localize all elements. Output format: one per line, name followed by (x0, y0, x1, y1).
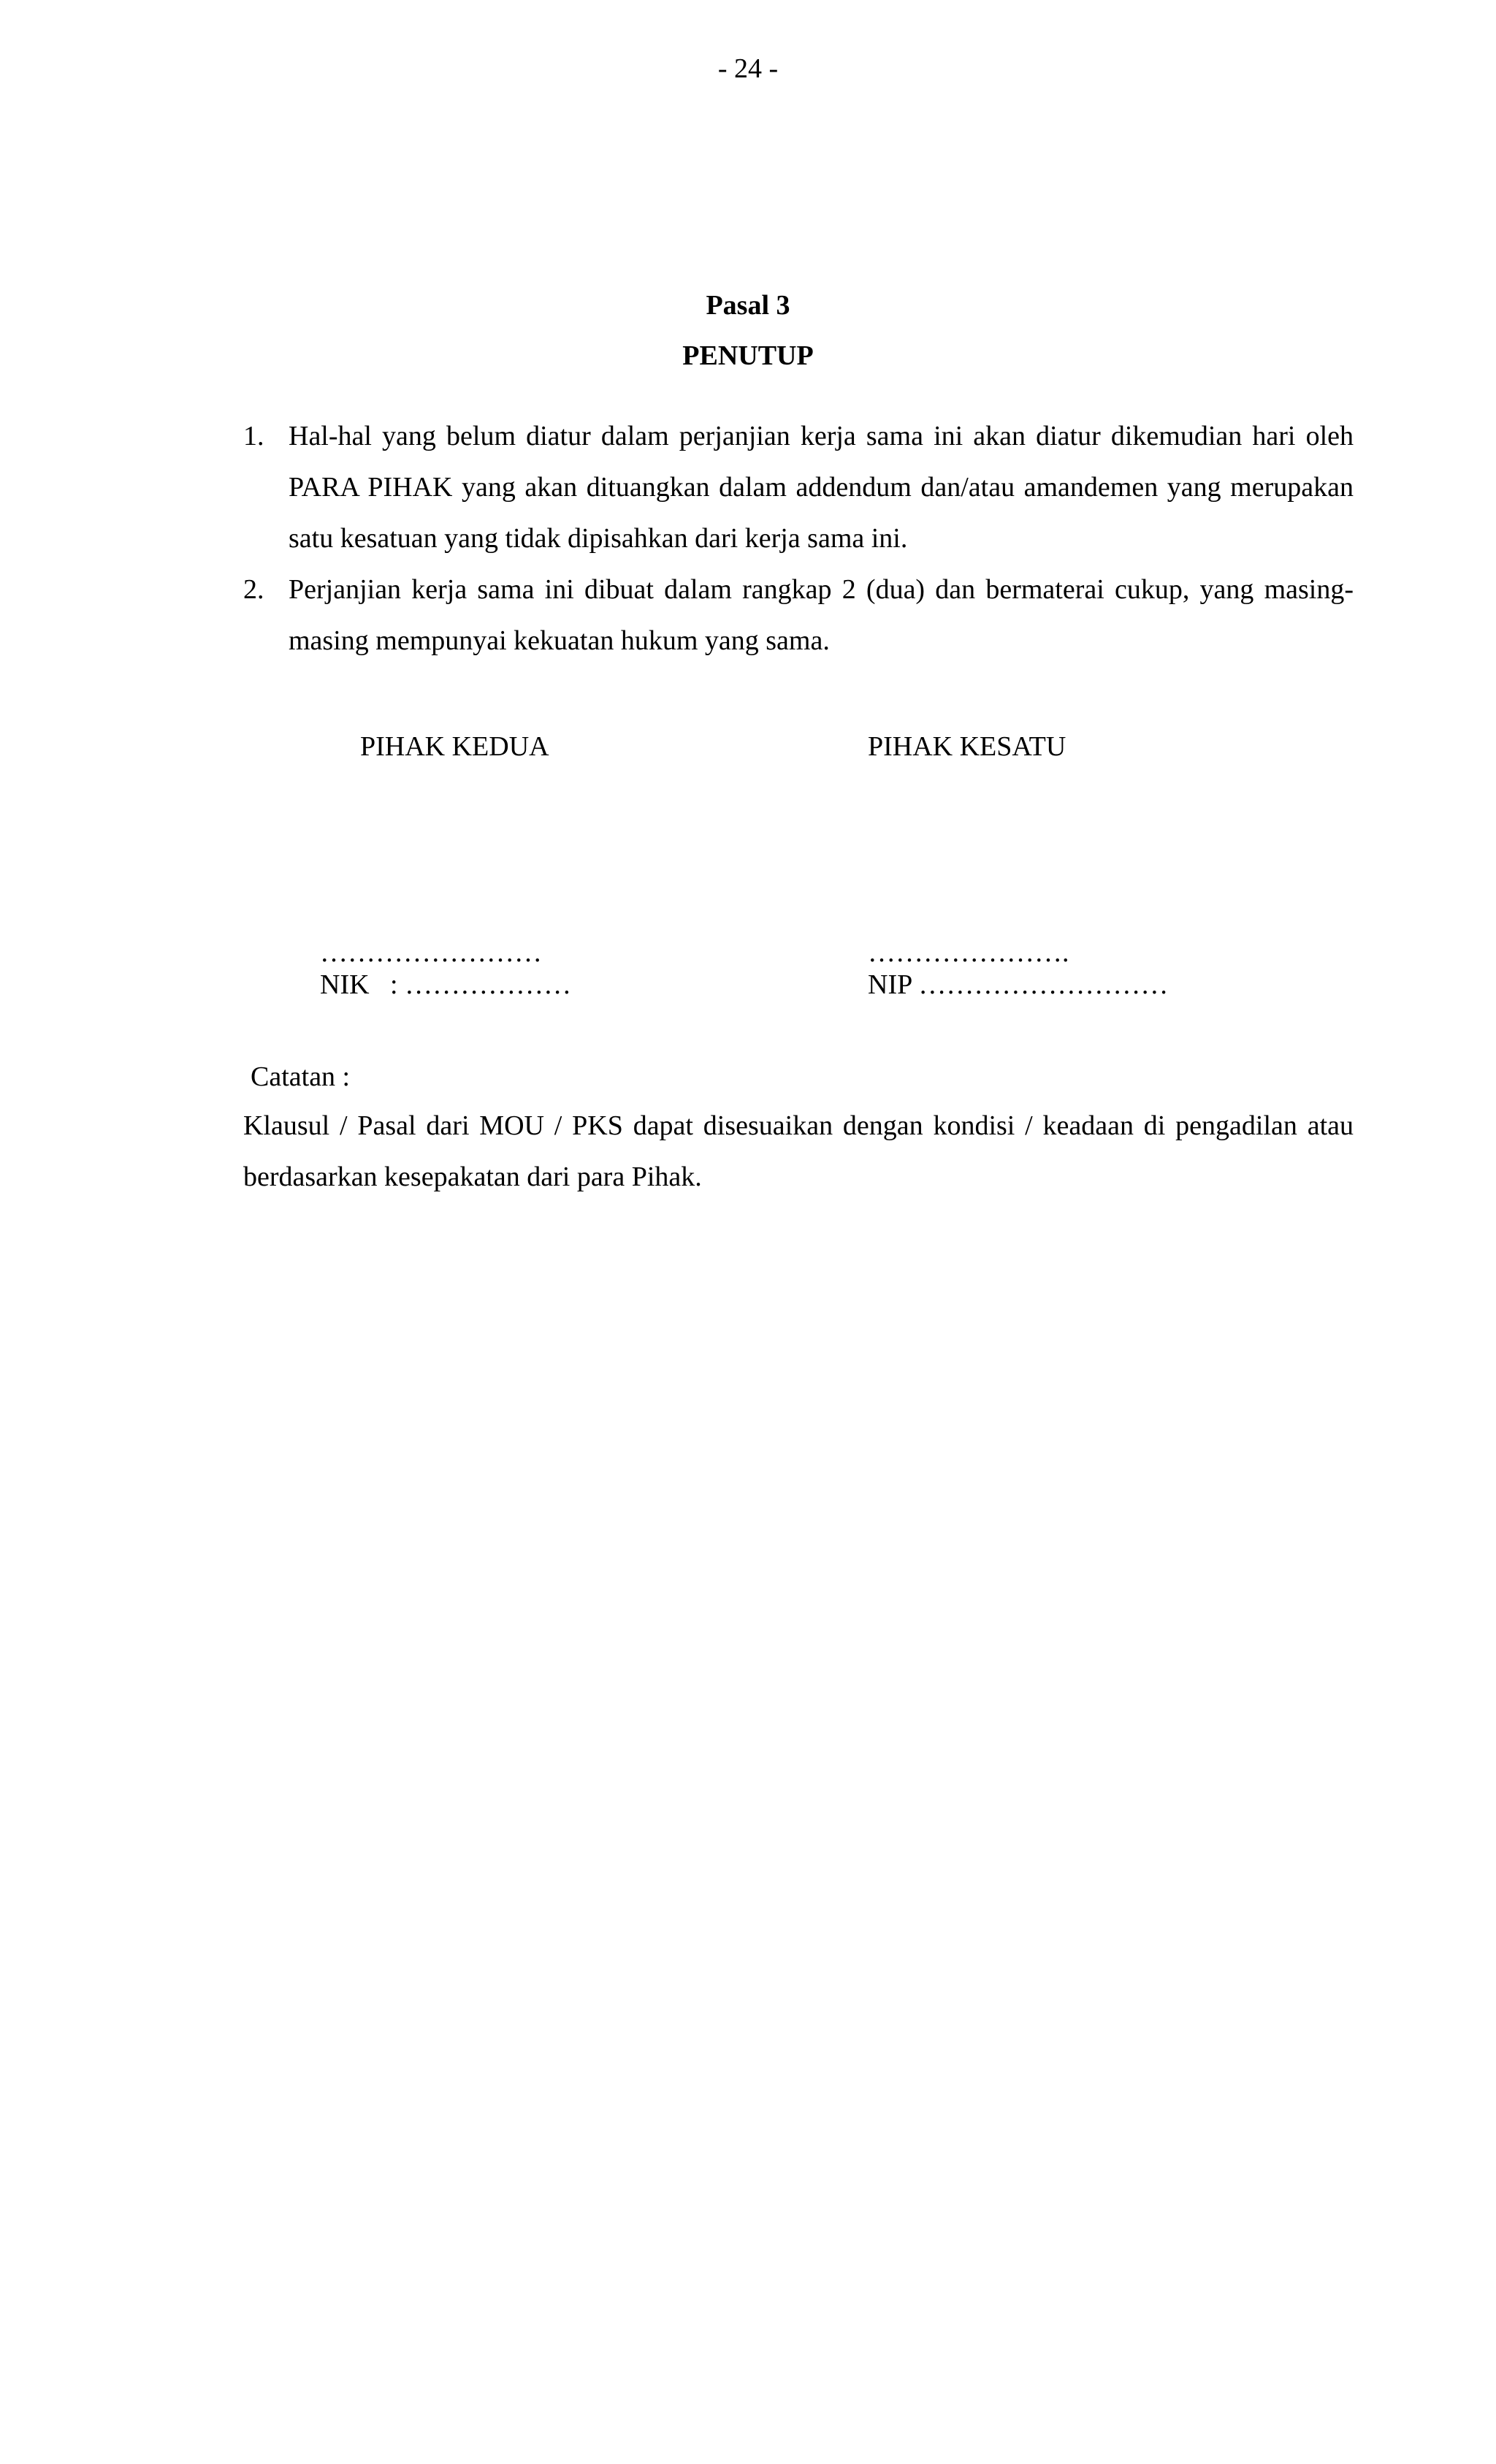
clause-number: 2. (243, 574, 264, 605)
party-two-nik-line: NIK : ……………… (320, 969, 572, 1000)
clause-number: 1. (243, 421, 264, 451)
note-text: Klausul / Pasal dari MOU / PKS dapat disesuaikan dengan kondisi / keadaan di pengadilan atau berdasarkan kesepakatan dari para Pihak. (243, 1110, 1354, 1192)
section-title: PENUTUP (682, 340, 814, 371)
clause-list (243, 411, 1354, 666)
party-one-title: PIHAK KESATU (868, 731, 1066, 762)
page-number: - 24 - (717, 53, 779, 84)
party-one-nip-line: NIP ……………………… (868, 969, 1169, 1000)
party-two-title: PIHAK KEDUA (360, 731, 549, 762)
clause-item (243, 564, 1354, 666)
party-two-name-line: …………………… (320, 937, 542, 968)
clause-item (243, 411, 1354, 564)
article-title: Pasal 3 (706, 290, 790, 321)
party-one-name-line: …………………. (868, 937, 1069, 968)
clause-text: Hal-hal yang belum diatur dalam perjanjian kerja sama ini akan diatur dikemudian hari oleh PARA PIHAK yang akan dituangkan dalam addendum dan/atau amandemen yang merupakan satu kesatuan yang tidak dipisahkan dari kerja sama ini. (289, 421, 1354, 554)
note-label: Catatan : (251, 1061, 351, 1092)
clause-text: Perjanjian kerja sama ini dibuat dalam rangkap 2 (dua) dan bermaterai cukup, yang masing-masing mempunyai kekuatan hukum yang sama. (289, 574, 1354, 656)
